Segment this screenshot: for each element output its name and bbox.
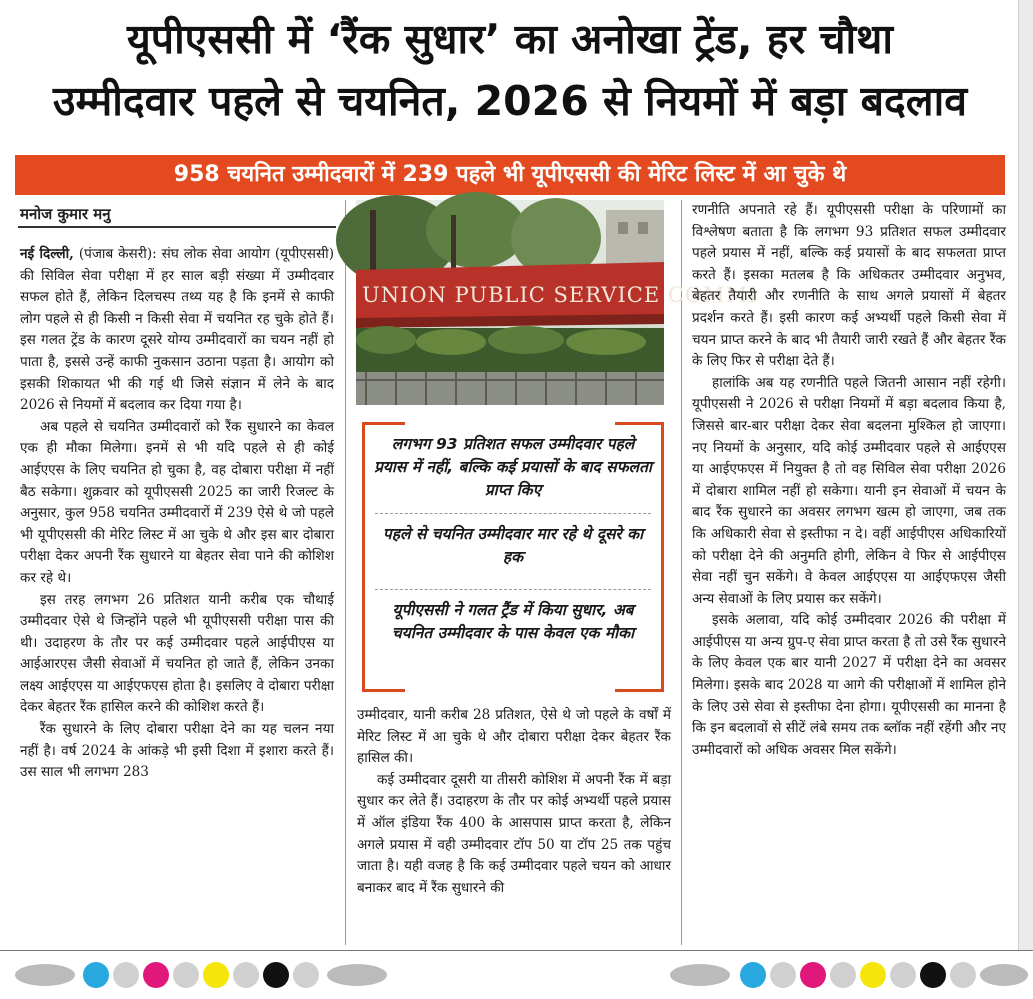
grey-dot	[293, 962, 319, 988]
grey-dot	[233, 962, 259, 988]
box-gap	[405, 422, 615, 425]
color-registration-strip-right	[670, 958, 1030, 988]
page-edge	[1018, 0, 1033, 950]
article-paragraph: रैंक सुधारने के लिए दोबारा परीक्षा देने का यह चलन नया नहीं है। वर्ष 2024 के आंकड़े भी इसी दिशा में इशारा करते हैं। उस साल भी लगभग 283	[20, 721, 334, 781]
photo-illustration	[356, 200, 758, 405]
article-paragraph	[20, 244, 334, 417]
article-paragraph: उम्मीदवार, यानी करीब 28 प्रतिशत, ऐसे थे जो पहले के वर्षों में मेरिट लिस्ट में आ चुके थे और दोबारा परीक्षा देकर बेहतर रैंक हासिल की।	[357, 707, 671, 767]
column-divider	[681, 200, 682, 945]
registration-oval	[980, 964, 1028, 986]
byline: मनोज कुमार मनु	[20, 205, 111, 223]
grey-dot	[113, 962, 139, 988]
pull-quote: पहले से चयनित उम्मीदवार मार रहे थे दूसरे का हक	[382, 525, 644, 566]
pull-quote: यूपीएससी ने गलत ट्रैंड में किया सुधार, अब चयनित उम्मीदवार के पास केवल एक मौका	[391, 601, 635, 642]
pull-quote: लगभग 93 प्रतिशत सफल उम्मीदवार पहले प्रयास में नहीं, बल्कि कई प्रयासों के बाद सफलता प्राप्त किए	[374, 435, 652, 499]
upsc-building-photo	[356, 200, 758, 405]
article-column-1	[20, 244, 334, 944]
registration-oval	[670, 964, 730, 986]
article-paragraph: रणनीति अपनाते रहे हैं। यूपीएससी परीक्षा के परिणामों का विश्लेषण बताता है कि लगभग 93 प्रतिशत सफल उम्मीदवार पहले प्रयास में नहीं, बल्कि कई प्रयासों के बाद सफलता प्राप्त करते हैं। इसका मतलब है कि अधिकतर उम्मीदवार अनुभव, बेहतर तैयारी और रणनीति के साथ अगले प्रयासों में बेहतर प्रदर्शन करते हैं। इसी कारण कई अभ्यर्थी पहले किसी सेवा में चयन प्राप्त करने के बाद भी तैयारी जारी रखते हैं और बेहतर रैंक के लिए फिर से परीक्षा देते हैं।	[692, 202, 1006, 370]
cyan-dot	[83, 962, 109, 988]
grey-dot	[950, 962, 976, 988]
article-paragraph: इसके अलावा, यदि कोई उम्मीदवार 2026 की परीक्षा में आईपीएस या अन्य ग्रुप-ए सेवा प्राप्त करता है तो उसे रैंक सुधारने के लिए केवल एक बार यानी 2027 में परीक्षा देने का अवसर मिलेगा। इसके बाद 2028 या आगे की परीक्षाओं में शामिल होने के लिए उसे सेवा से इस्तीफा देना होगा। यूपीएससी का मानना है कि इन बदलावों से सीटें लंबे समय तक ब्लॉक नहीं रहेंगी और नए उम्मीदवारों को अधिक अवसर मिल सकेंगे।	[692, 612, 1006, 758]
grey-dot	[173, 962, 199, 988]
magenta-dot	[800, 962, 826, 988]
article-column-2	[357, 705, 671, 945]
registration-oval	[15, 964, 75, 986]
headline-line-1: यूपीएससी में ‘रैंक सुधार’ का अनोखा ट्रेंड, हर चौथा	[127, 15, 893, 63]
article-column-3	[692, 200, 1006, 945]
article-paragraph: कई उम्मीदवार दूसरी या तीसरी कोशिश में अपनी रैंक में बड़ा सुधार कर लेते हैं। उदाहरण के तौर पर कोई अभ्यर्थी पहले प्रयास में ऑल इंडिया रैंक 400 के आसपास प्राप्त करता है, लेकिन अगले प्रयास में वही उम्मीदवार टॉप 50 या टॉप 25 तक पहुंच जाता है। यही वजह है कि कई उम्मीदवार पहले चयन को आधार बनाकर बाद में रैंक सुधारने की	[357, 771, 671, 896]
paragraph-text: (पंजाब केसरी): संघ लोक सेवा आयोग (यूपीएससी) की सिविल सेवा परीक्षा में हर साल बड़ी संख्या में उम्मीदवार सफल होते हैं, लेकिन दिलचस्प तथ्य यह है कि इनमें से काफी लोग पहले से ही किसी न किसी सेवा में चयनित रह चुके होते हैं। इस गलत ट्रेंड के कारण दूसरे योग्य उम्मीदवारों का चयन नहीं हो पाता है, इससे उन्हें काफी नुकसान उठाना पड़ता है। आयोग को इसकी शिकायत भी की गई थी जिसे संज्ञान में लेने के बाद 2026 से नियमों में बदलाव कर दिया गया है।	[20, 246, 335, 414]
article-paragraph: इस तरह लगभग 26 प्रतिशत यानी करीब एक चौथाई उम्मीदवार ऐसे थे जिन्होंने पहले भी यूपीएससी परीक्षा पास की थी। उदाहरण के तौर पर कई उम्मीदवार पहले आईपीएस या आईआरएस जैसी सेवाओं में चयनित हो जाते हैं, लेकिन उनका लक्ष्य आईएएस या आईएफएस होता है। इसलिए वे दोबारा परीक्षा देकर बेहतर रैंक हासिल करने की कोशिश करते हैं।	[20, 591, 334, 716]
color-registration-strip-left	[15, 958, 395, 988]
headline	[10, 8, 1010, 132]
byline-rule	[18, 226, 336, 228]
box-gap	[405, 689, 615, 692]
quote-separator	[375, 589, 651, 590]
column-divider	[345, 200, 346, 945]
magenta-dot	[143, 962, 169, 988]
yellow-dot	[860, 962, 886, 988]
quote-separator	[375, 513, 651, 514]
article-paragraph: अब पहले से चयनित उम्मीदवारों को रैंक सुधारने का केवल एक ही मौका मिलेगा। इनमें से भी यदि पहले से ही कोई आईएएस के लिए चयनित हो चुका है, वह दोबारा परीक्षा में नहीं बैठ सकेगा। शुक्रवार को यूपीएससी 2025 का जारी रिजल्ट के अनुसार, कुल 958 चयनित उम्मीदवारों में 239 ऐसे थे जो पहले भी यूपीएससी की मेरिट लिस्ट में आ चुके थे और इस बार दोबारा परीक्षा देकर अपनी रैंक सुधारने या बेहतर सेवा पाने की कोशिश कर रहे थे।	[20, 418, 334, 586]
black-dot	[920, 962, 946, 988]
grey-dot	[770, 962, 796, 988]
dateline: नई दिल्ली,	[20, 246, 74, 262]
grey-dot	[890, 962, 916, 988]
subheadline-banner: 958 चयनित उम्मीदवारों में 239 पहले भी यूपीएससी की मेरिट लिस्ट में आ चुके थे	[15, 155, 1005, 195]
black-dot	[263, 962, 289, 988]
sign-text: UNION PUBLIC SERVICE COMMI	[362, 283, 758, 307]
article-paragraph: हालांकि अब यह रणनीति पहले जितनी आसान नहीं रहेगी। यूपीएससी ने 2026 से परीक्षा नियमों में बड़ा बदलाव किया है, जिससे बार-बार परीक्षा देकर सेवा बदलना मुश्किल हो जाएगा। नए नियमों के अनुसार, यदि कोई उम्मीदवार पहले से आईएएस या आईएफएस में नियुक्त है तो वह सिविल सेवा परीक्षा 2026 में दोबारा शामिल नहीं हो सकेगा। यानी इन सेवाओं में चयन के बाद रैंक सुधारने का अवसर लगभग खत्म हो जाएगा, जब तक कि अधिकारी सेवा से इस्तीफा न दे। वहीं आईपीएस अधिकारियों को परीक्षा देने की अनुमति होगी, लेकिन वे फिर से आईपीएस सेवा नहीं चुन सकेंगे। वे केवल आईएएस या आईएफएस जैसी अन्य सेवाओं के लिए प्रयास कर सकेंगे।	[692, 374, 1006, 607]
pull-quote-box	[362, 422, 664, 692]
cyan-dot	[740, 962, 766, 988]
headline-line-2: उम्मीदवार पहले से चयनित, 2026 से नियमों में बड़ा बदलाव	[53, 77, 967, 125]
registration-oval	[327, 964, 387, 986]
bottom-rule	[0, 950, 1033, 951]
yellow-dot	[203, 962, 229, 988]
grey-dot	[830, 962, 856, 988]
